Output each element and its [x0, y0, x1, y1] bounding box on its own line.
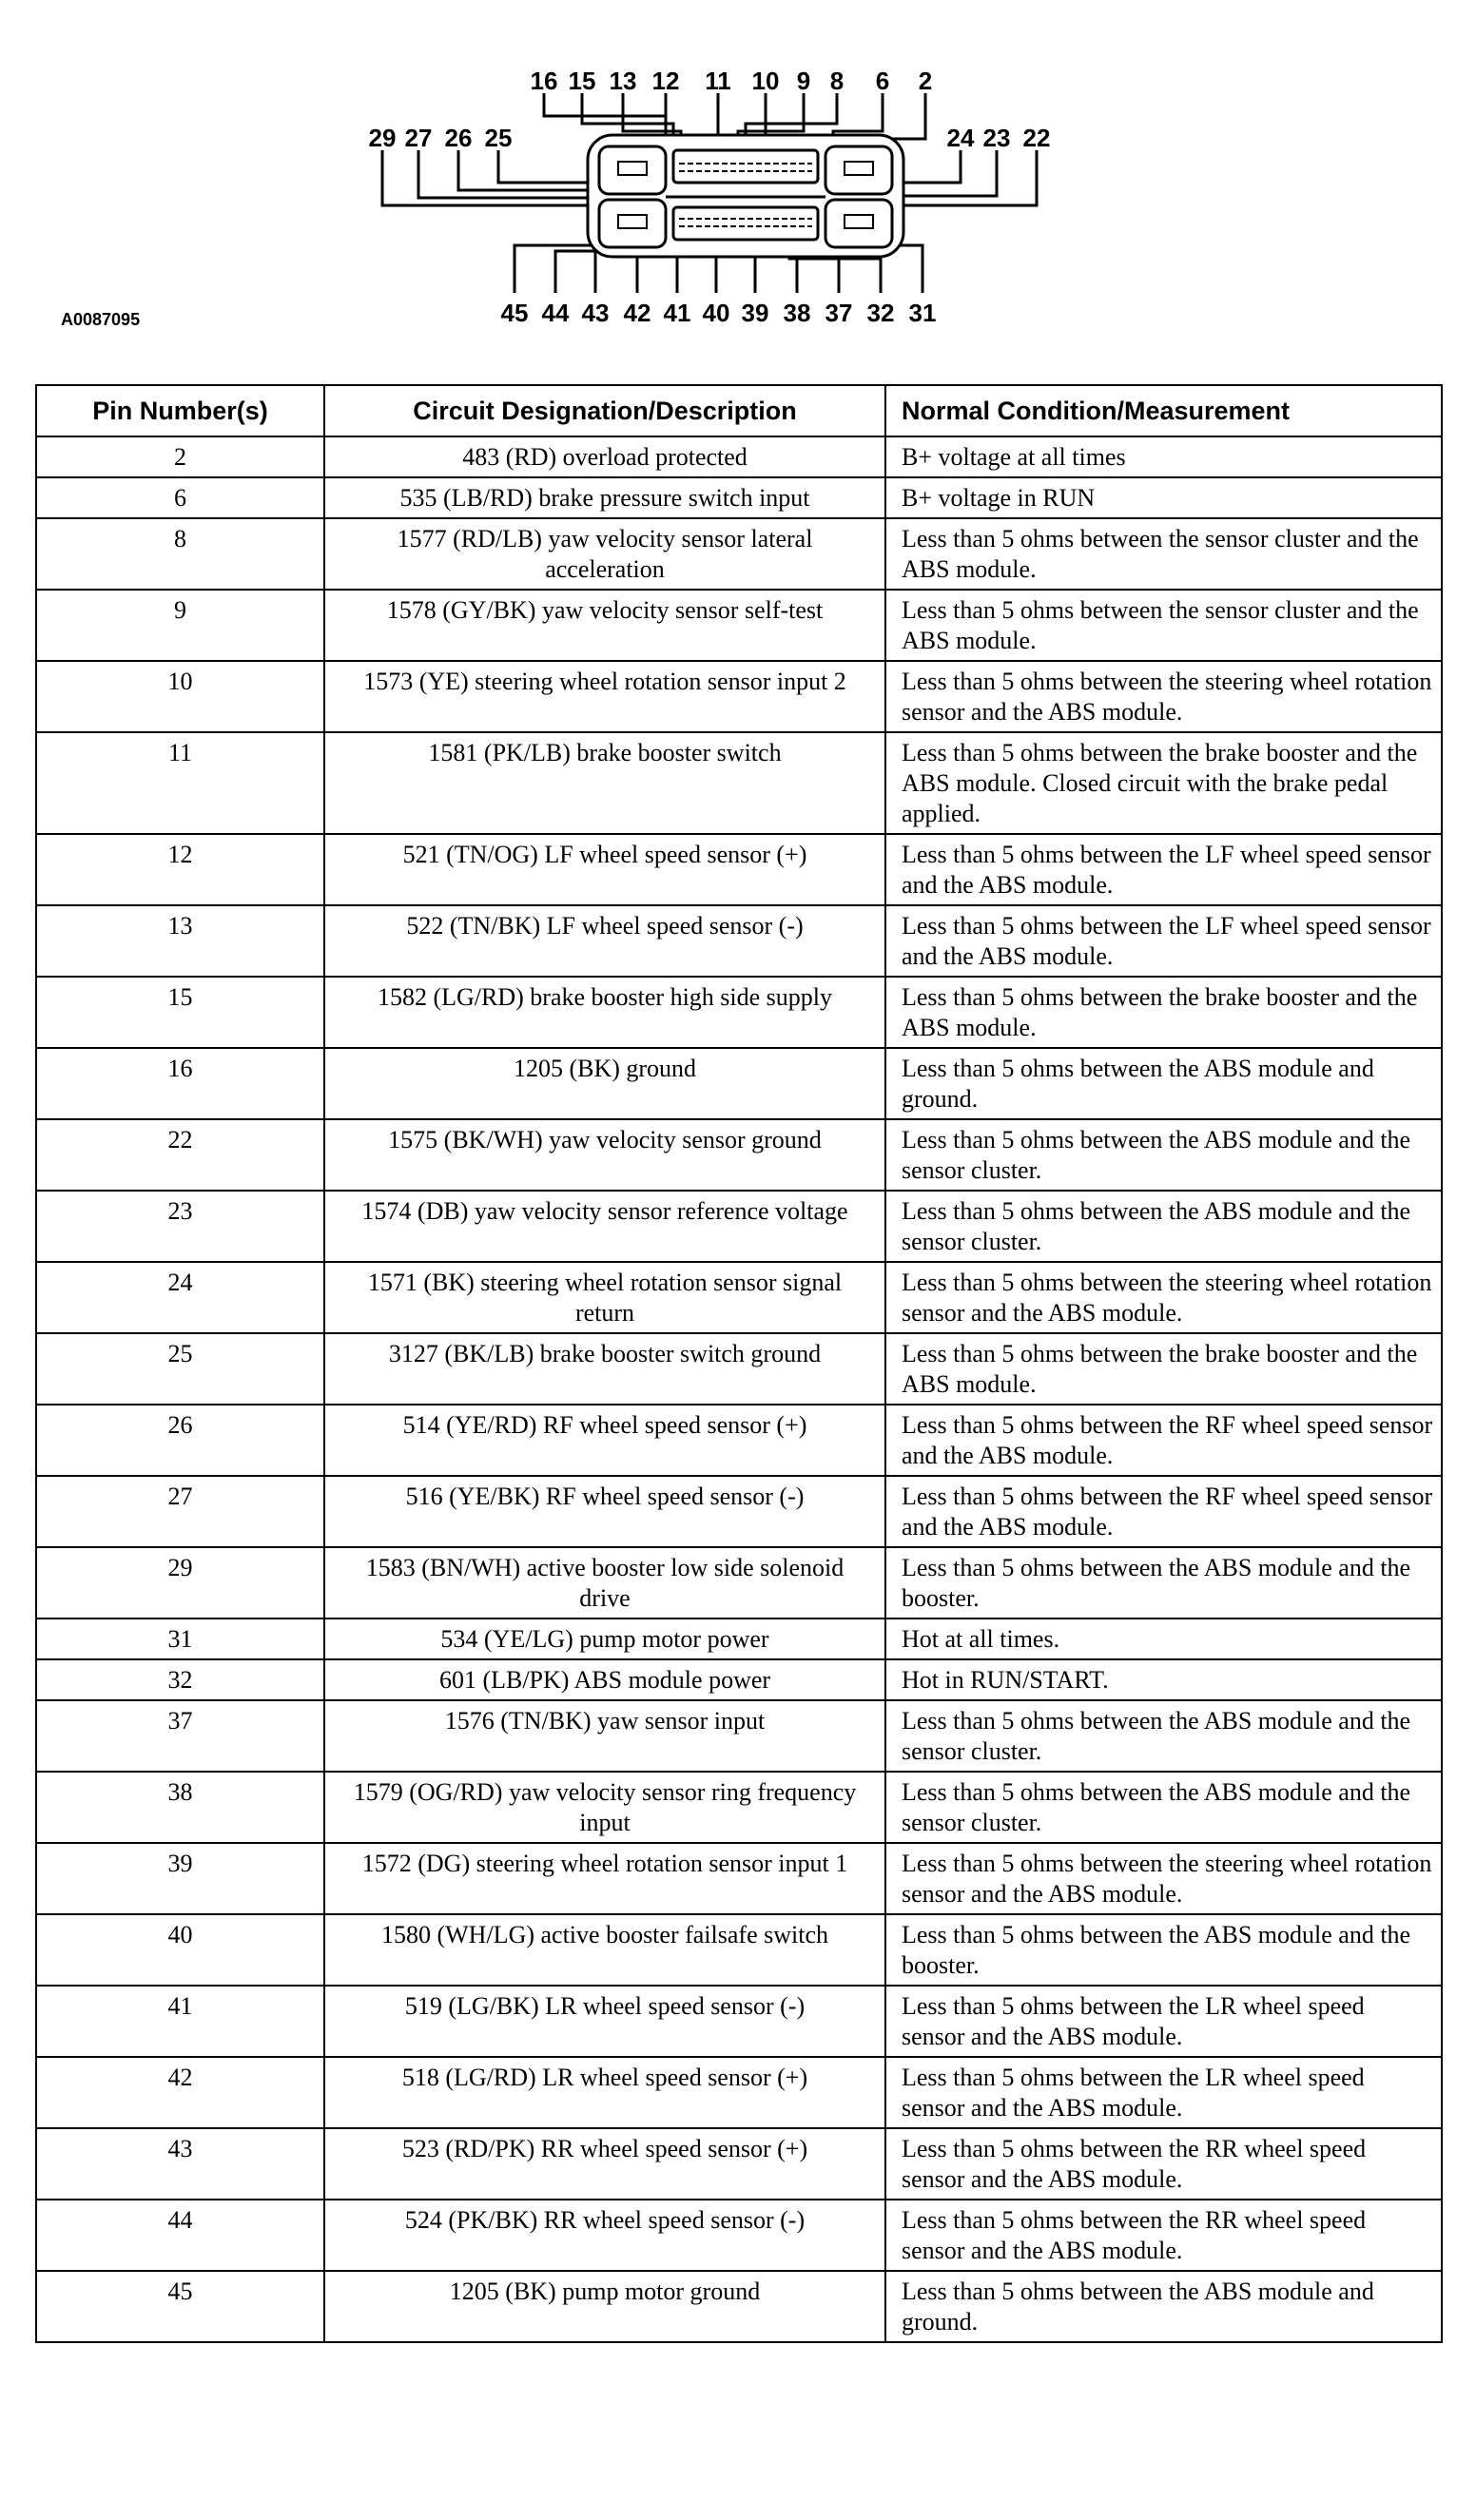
pin-number-cell: 39: [36, 1843, 324, 1914]
pin-label: 12: [651, 67, 680, 95]
pin-number-cell: 15: [36, 977, 324, 1048]
circuit-description-cell: 521 (TN/OG) LF wheel speed sensor (+): [324, 834, 885, 905]
normal-condition-cell: Less than 5 ohms between the brake booster and the ABS module.: [885, 1333, 1442, 1405]
normal-condition-cell: Less than 5 ohms between the LR wheel speed sensor and the ABS module.: [885, 1986, 1442, 2057]
table-body: [36, 436, 1442, 2342]
pin-number-cell: 38: [36, 1772, 324, 1843]
circuit-description-cell: 1571 (BK) steering wheel rotation sensor signal return: [324, 1262, 885, 1333]
pin-number-cell: 10: [36, 661, 324, 732]
pin-label: 41: [663, 299, 691, 327]
circuit-description-cell: 1577 (RD/LB) yaw velocity sensor lateral acceleration: [324, 518, 885, 590]
pin-number-cell: 24: [36, 1262, 324, 1333]
pin-label: 38: [783, 299, 811, 327]
normal-condition-cell: Less than 5 ohms between the RF wheel speed sensor and the ABS module.: [885, 1476, 1442, 1547]
pin-number-cell: 32: [36, 1659, 324, 1700]
pin-label: 42: [623, 299, 651, 327]
pin-number-cell: 22: [36, 1119, 324, 1191]
normal-condition-cell: Less than 5 ohms between the ABS module and the sensor cluster.: [885, 1119, 1442, 1191]
normal-condition-cell: Less than 5 ohms between the steering wheel rotation sensor and the ABS module.: [885, 1262, 1442, 1333]
circuit-description-cell: 1583 (BN/WH) active booster low side solenoid drive: [324, 1547, 885, 1619]
circuit-description-cell: 522 (TN/BK) LF wheel speed sensor (-): [324, 905, 885, 977]
circuit-description-cell: 1581 (PK/LB) brake booster switch: [324, 732, 885, 834]
normal-condition-cell: Less than 5 ohms between the ABS module and the sensor cluster.: [885, 1772, 1442, 1843]
table-row: [36, 1700, 1442, 1772]
pin-number-cell: 29: [36, 1547, 324, 1619]
pin-number-cell: 41: [36, 1986, 324, 2057]
table-row: [36, 1333, 1442, 1405]
pin-number-cell: 25: [36, 1333, 324, 1405]
normal-condition-cell: Less than 5 ohms between the sensor cluster and the ABS module.: [885, 518, 1442, 590]
table-row: [36, 1048, 1442, 1119]
pin-label: 9: [796, 67, 811, 95]
pin-number-cell: 11: [36, 732, 324, 834]
circuit-description-cell: 523 (RD/PK) RR wheel speed sensor (+): [324, 2128, 885, 2200]
table-row: [36, 1986, 1442, 2057]
pin-label: 16: [530, 67, 558, 95]
pin-label: 6: [875, 67, 890, 95]
table-row: [36, 2200, 1442, 2271]
table-row: [36, 518, 1442, 590]
normal-condition-cell: Less than 5 ohms between the brake booster and the ABS module. Closed circuit with the brake pedal applied.: [885, 732, 1442, 834]
pin-label: 15: [568, 67, 596, 95]
pin-number-cell: 40: [36, 1914, 324, 1986]
normal-condition-cell: Less than 5 ohms between the LF wheel speed sensor and the ABS module.: [885, 905, 1442, 977]
pin-label: 45: [500, 299, 529, 327]
table-row: [36, 1619, 1442, 1659]
pin-number-cell: 6: [36, 477, 324, 518]
circuit-description-cell: 1575 (BK/WH) yaw velocity sensor ground: [324, 1119, 885, 1191]
normal-condition-cell: Less than 5 ohms between the RR wheel speed sensor and the ABS module.: [885, 2200, 1442, 2271]
circuit-description-cell: 1582 (LG/RD) brake booster high side supply: [324, 977, 885, 1048]
normal-condition-cell: Hot in RUN/START.: [885, 1659, 1442, 1700]
pin-number-cell: 43: [36, 2128, 324, 2200]
pin-label: 43: [581, 299, 610, 327]
circuit-description-cell: 524 (PK/BK) RR wheel speed sensor (-): [324, 2200, 885, 2271]
pin-label: 37: [825, 299, 853, 327]
pin-number-cell: 37: [36, 1700, 324, 1772]
table-row: [36, 1262, 1442, 1333]
normal-condition-cell: Less than 5 ohms between the RR wheel speed sensor and the ABS module.: [885, 2128, 1442, 2200]
table-row: [36, 905, 1442, 977]
normal-condition-cell: Less than 5 ohms between the ABS module and ground.: [885, 1048, 1442, 1119]
circuit-description-cell: 535 (LB/RD) brake pressure switch input: [324, 477, 885, 518]
table-row: [36, 834, 1442, 905]
pin-label: 25: [484, 124, 513, 152]
pin-table: [35, 384, 1443, 2343]
circuit-description-cell: 1572 (DG) steering wheel rotation sensor input 1: [324, 1843, 885, 1914]
circuit-description-cell: 1205 (BK) ground: [324, 1048, 885, 1119]
normal-condition-cell: Less than 5 ohms between the ABS module and the sensor cluster.: [885, 1700, 1442, 1772]
circuit-description-cell: 601 (LB/PK) ABS module power: [324, 1659, 885, 1700]
circuit-description-cell: 1576 (TN/BK) yaw sensor input: [324, 1700, 885, 1772]
pin-number-cell: 9: [36, 590, 324, 661]
pin-number-cell: 16: [36, 1048, 324, 1119]
circuit-description-cell: 483 (RD) overload protected: [324, 436, 885, 477]
pin-label: 27: [404, 124, 433, 152]
normal-condition-cell: B+ voltage in RUN: [885, 477, 1442, 518]
table-row: [36, 1547, 1442, 1619]
table-row: [36, 436, 1442, 477]
pin-label: 8: [829, 67, 845, 95]
normal-condition-cell: Less than 5 ohms between the ABS module and the sensor cluster.: [885, 1191, 1442, 1262]
table-row: [36, 661, 1442, 732]
header-pin-number: Pin Number(s): [36, 385, 324, 436]
pin-label: 29: [368, 124, 397, 152]
circuit-description-cell: 3127 (BK/LB) brake booster switch ground: [324, 1333, 885, 1405]
circuit-description-cell: 516 (YE/BK) RF wheel speed sensor (-): [324, 1476, 885, 1547]
circuit-description-cell: 1573 (YE) steering wheel rotation sensor input 2: [324, 661, 885, 732]
circuit-description-cell: 1205 (BK) pump motor ground: [324, 2271, 885, 2342]
normal-condition-cell: Less than 5 ohms between the RF wheel speed sensor and the ABS module.: [885, 1405, 1442, 1476]
normal-condition-cell: Less than 5 ohms between the ABS module and ground.: [885, 2271, 1442, 2342]
pin-label: 2: [918, 67, 933, 95]
pin-label: 10: [751, 67, 780, 95]
circuit-description-cell: 519 (LG/BK) LR wheel speed sensor (-): [324, 1986, 885, 2057]
pin-label: 22: [1022, 124, 1051, 152]
table-row: [36, 1659, 1442, 1700]
table-row: [36, 1191, 1442, 1262]
normal-condition-cell: Less than 5 ohms between the steering wheel rotation sensor and the ABS module.: [885, 1843, 1442, 1914]
table-row: [36, 732, 1442, 834]
pin-label: 26: [444, 124, 473, 152]
pin-number-cell: 8: [36, 518, 324, 590]
header-circuit-designation: Circuit Designation/Description: [324, 385, 885, 436]
table-header-row: [36, 385, 1442, 436]
connector-diagram: [0, 0, 1476, 361]
pin-label: 40: [702, 299, 730, 327]
table-row: [36, 1119, 1442, 1191]
connector-housing: [588, 135, 903, 257]
pin-label: 23: [982, 124, 1011, 152]
table-row: [36, 2271, 1442, 2342]
pin-number-cell: 42: [36, 2057, 324, 2128]
table-row: [36, 977, 1442, 1048]
circuit-description-cell: 518 (LG/RD) LR wheel speed sensor (+): [324, 2057, 885, 2128]
pin-label: 32: [866, 299, 895, 327]
pin-number-cell: 31: [36, 1619, 324, 1659]
pin-label: 24: [946, 124, 975, 152]
circuit-description-cell: 1578 (GY/BK) yaw velocity sensor self-test: [324, 590, 885, 661]
pin-number-cell: 2: [36, 436, 324, 477]
circuit-description-cell: 1579 (OG/RD) yaw velocity sensor ring frequency input: [324, 1772, 885, 1843]
pin-label: 44: [541, 299, 570, 327]
normal-condition-cell: B+ voltage at all times: [885, 436, 1442, 477]
pin-label: 39: [741, 299, 769, 327]
table-row: [36, 1772, 1442, 1843]
pin-number-cell: 44: [36, 2200, 324, 2271]
pin-label: 11: [705, 67, 731, 95]
table-row: [36, 1914, 1442, 1986]
table-row: [36, 590, 1442, 661]
pin-number-cell: 26: [36, 1405, 324, 1476]
table-row: [36, 1476, 1442, 1547]
table-row: [36, 2057, 1442, 2128]
normal-condition-cell: Less than 5 ohms between the LR wheel speed sensor and the ABS module.: [885, 2057, 1442, 2128]
circuit-description-cell: 1574 (DB) yaw velocity sensor reference voltage: [324, 1191, 885, 1262]
table-row: [36, 2128, 1442, 2200]
pin-number-cell: 27: [36, 1476, 324, 1547]
table-row: [36, 1843, 1442, 1914]
normal-condition-cell: Less than 5 ohms between the steering wheel rotation sensor and the ABS module.: [885, 661, 1442, 732]
circuit-description-cell: 1580 (WH/LG) active booster failsafe switch: [324, 1914, 885, 1986]
header-normal-condition: Normal Condition/Measurement: [885, 385, 1442, 436]
normal-condition-cell: Less than 5 ohms between the sensor cluster and the ABS module.: [885, 590, 1442, 661]
normal-condition-cell: Hot at all times.: [885, 1619, 1442, 1659]
pin-number-cell: 23: [36, 1191, 324, 1262]
table-row: [36, 1405, 1442, 1476]
circuit-description-cell: 534 (YE/LG) pump motor power: [324, 1619, 885, 1659]
normal-condition-cell: Less than 5 ohms between the ABS module and the booster.: [885, 1547, 1442, 1619]
figure-id: A0087095: [61, 310, 141, 329]
pin-number-cell: 12: [36, 834, 324, 905]
circuit-description-cell: 514 (YE/RD) RF wheel speed sensor (+): [324, 1405, 885, 1476]
normal-condition-cell: Less than 5 ohms between the ABS module and the booster.: [885, 1914, 1442, 1986]
pin-number-cell: 45: [36, 2271, 324, 2342]
normal-condition-cell: Less than 5 ohms between the brake booster and the ABS module.: [885, 977, 1442, 1048]
normal-condition-cell: Less than 5 ohms between the LF wheel speed sensor and the ABS module.: [885, 834, 1442, 905]
pin-number-cell: 13: [36, 905, 324, 977]
pin-label: 31: [908, 299, 937, 327]
pin-label: 13: [609, 67, 637, 95]
table-row: [36, 477, 1442, 518]
